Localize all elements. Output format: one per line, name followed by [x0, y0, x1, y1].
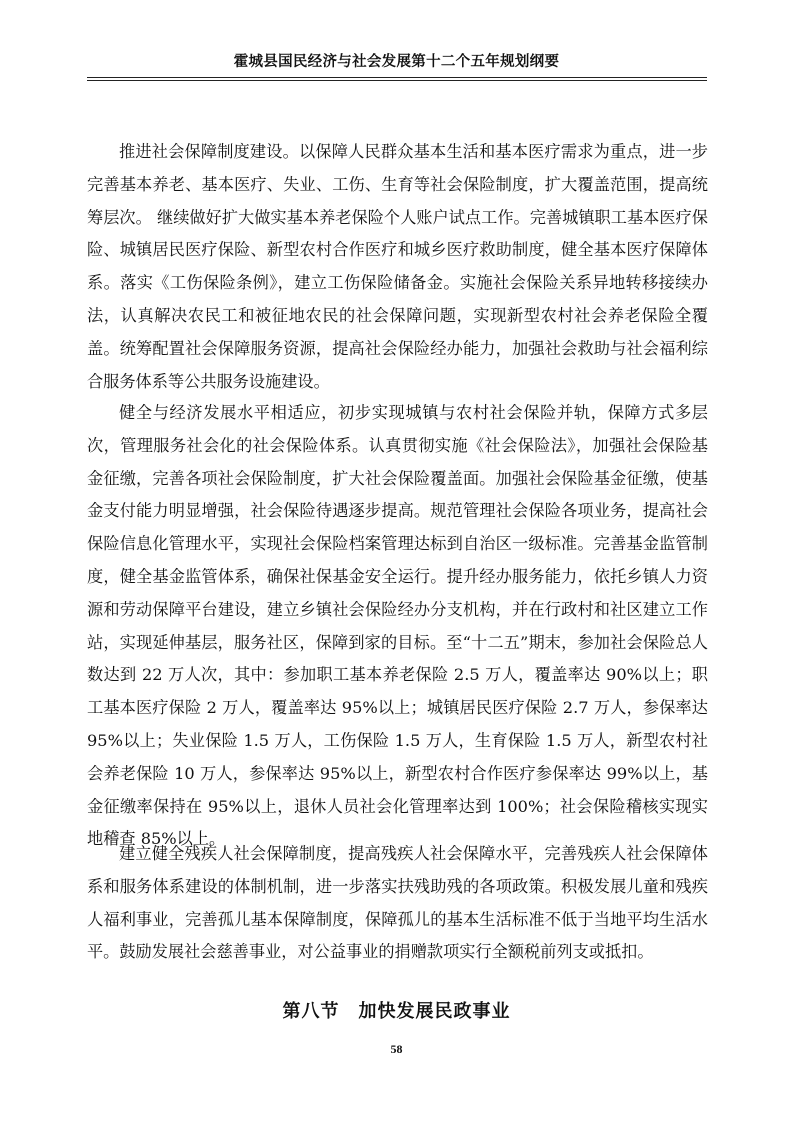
section-heading: 第八节 加快发展民政事业 — [282, 1001, 511, 1022]
header-rule-top — [87, 77, 707, 78]
paragraph-disability-welfare: 建立健全残疾人社会保障制度，提高残疾人社会保障水平，完善残疾人社会保障体系和服务体系建设的体制机制，进一步落实扶残助残的各项政策。积极发展儿童和残疾人福利事业，完善孤儿基本保障制度，保障孤儿的基本生活标准不低于当地平均生活水平。鼓励发展社会慈善事业，对公益事业的捐赠款项实行全额税前列支或抵扣。 — [87, 844, 708, 962]
header-rule-bottom — [87, 80, 707, 81]
paragraph-social-security-system: 推进社会保障制度建设。以保障人民群众基本生活和基本医疗需求为重点，进一步完善基本养老、基本医疗、失业、工伤、生育等社会保险制度，扩大覆盖范围，提高统筹层次。 继续做好扩大做实基本养老保险个人账户试点工作。完善城镇职工基本医疗保险、城镇居民医疗保险、新型农村合作医疗和城乡医疗救助制度，健全基本医疗保障体系。落实《工伤保险条例》，建立工伤保险储备金。实施社会保险关系异地转移接续办法，认真解决农民工和被征地农民的社会保障问题，实现新型农村社会养老保险全覆盖。统筹配置社会保障服务资源，提高社会保险经办能力，加强社会救助与社会福利综合服务体系等公共服务设施建设。 — [87, 142, 708, 391]
page-number: 58 — [390, 1042, 403, 1056]
paragraph-social-insurance-targets: 健全与经济发展水平相适应，初步实现城镇与农村社会保险并轨，保障方式多层次，管理服务社会化的社会保险体系。认真贯彻实施《社会保险法》，加强社会保险基金征缴，完善各项社会保险制度，扩大社会保险覆盖面。加强社会保险基金征缴，使基金支付能力明显增强，社会保险待遇逐步提高。规范管理社会保险各项业务，提高社会保险信息化管理水平，实现社会保险档案管理达标到自治区一级标准。完善基金监管制度，健全基金监管体系，确保社保基金安全运行。提升经办服务能力，依托乡镇人力资源和劳动保障平台建设，建立乡镇社会保险经办分支机构，并在行政村和社区建立工作站，实现延伸基层，服务社区，保障到家的目标。至“十二五”期末，参加社会保险总人数达到 22 万人次，其中：参加职工基本养老保险 2.5 万人，覆盖率达 90%以上；职工基本医疗保险 2 万人，覆盖率达 95%以上；城镇居民医疗保险 2.7 万人，参保率达 95%以上；失业保险 1.5 万人，工伤保险 1.5 万人，生育保险 1.5 万人，新型农村社会养老保险 10 万人，参保率达 95%以上，新型农村合作医疗参保率达 99%以上，基金征缴率保持在 95%以上，退休人员社会化管理率达到 100%；社会保险稽核实现实地稽查 85%以上。 — [87, 403, 708, 849]
running-header-title: 霍城县国民经济与社会发展第十二个五年规划纲要 — [233, 54, 560, 70]
